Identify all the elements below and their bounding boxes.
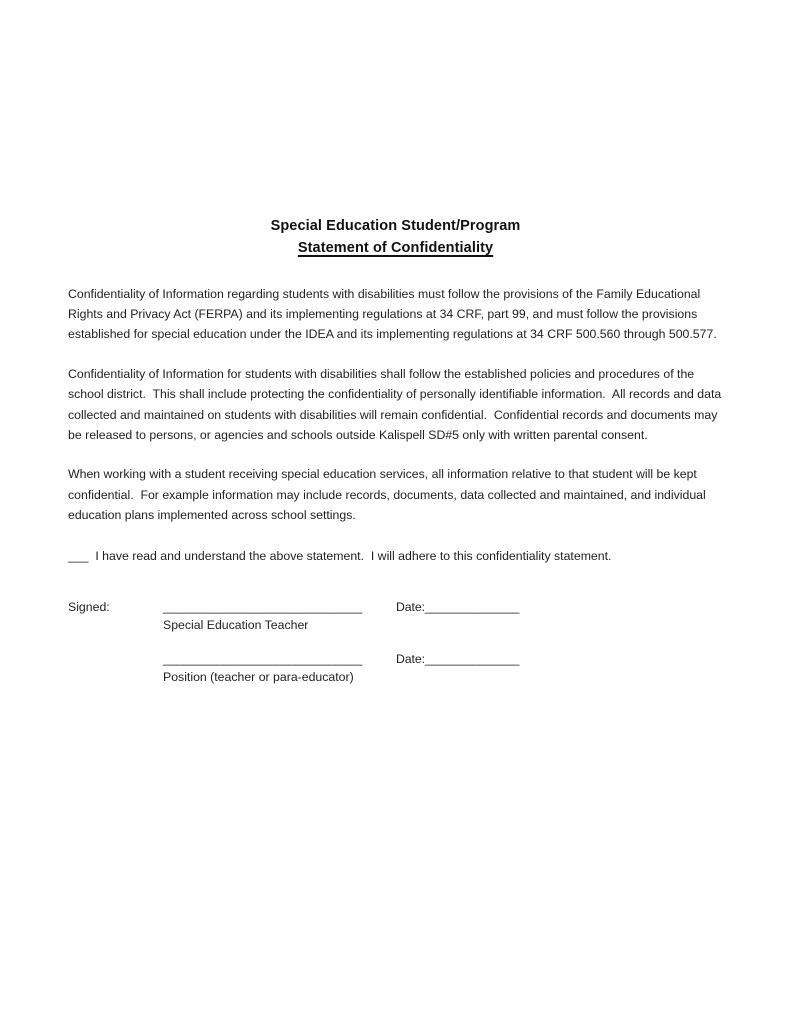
document-title-block [0, 215, 791, 259]
page-title-line-2 [0, 237, 791, 259]
page-title-line-2-text: Statement of Confidentiality [297, 240, 494, 256]
signed-label: Signed: [68, 600, 110, 614]
signature-row-position [68, 650, 668, 702]
date-field-position[interactable]: Date:______________ [396, 652, 520, 666]
page-title-line-1: Special Education Student/Program [270, 218, 521, 234]
paragraph-ferpa-provisions: Confidentiality of Information regarding students with disabilities must follow the provisions of the Family Educational Rights and Privacy Act (FERPA) and its implementing regulations at 34 CRF, part 99, and must follow the provisions established for special education under the IDEA and its implementing regulations at 34 CRF 500.560 through 500.577. [68, 287, 717, 342]
signature-caption-position: Position (teacher or para-educator) [163, 670, 354, 684]
signature-line[interactable]: ______________________________ [163, 600, 363, 614]
acknowledgement-statement: ___ I have read and understand the above statement. I will adhere to this confidentiality statement. [68, 549, 612, 563]
date-field-teacher[interactable]: Date:______________ [396, 600, 520, 614]
signature-caption-teacher: Special Education Teacher [163, 618, 309, 632]
position-line[interactable]: ______________________________ [163, 652, 363, 666]
signature-row-teacher [68, 598, 668, 650]
paragraph-district-policies: Confidentiality of Information for students with disabilities shall follow the established policies and procedures of the school district. This shall include protecting the confidentiality of personally identifiable information. All records and data collected and maintained on students with disabilities will remain confidential. Confidential records and documents may be released to persons, or agencies and schools outside Kalispell SD#5 only with written parental consent. [68, 367, 725, 442]
document-body [68, 284, 724, 525]
signature-block [68, 598, 668, 702]
paragraph-student-services: When working with a student receiving special education services, all information relative to that student will be kept confidential. For example information may include records, documents, data collected and maintained, and individual education plans implemented across school settings. [68, 467, 710, 522]
